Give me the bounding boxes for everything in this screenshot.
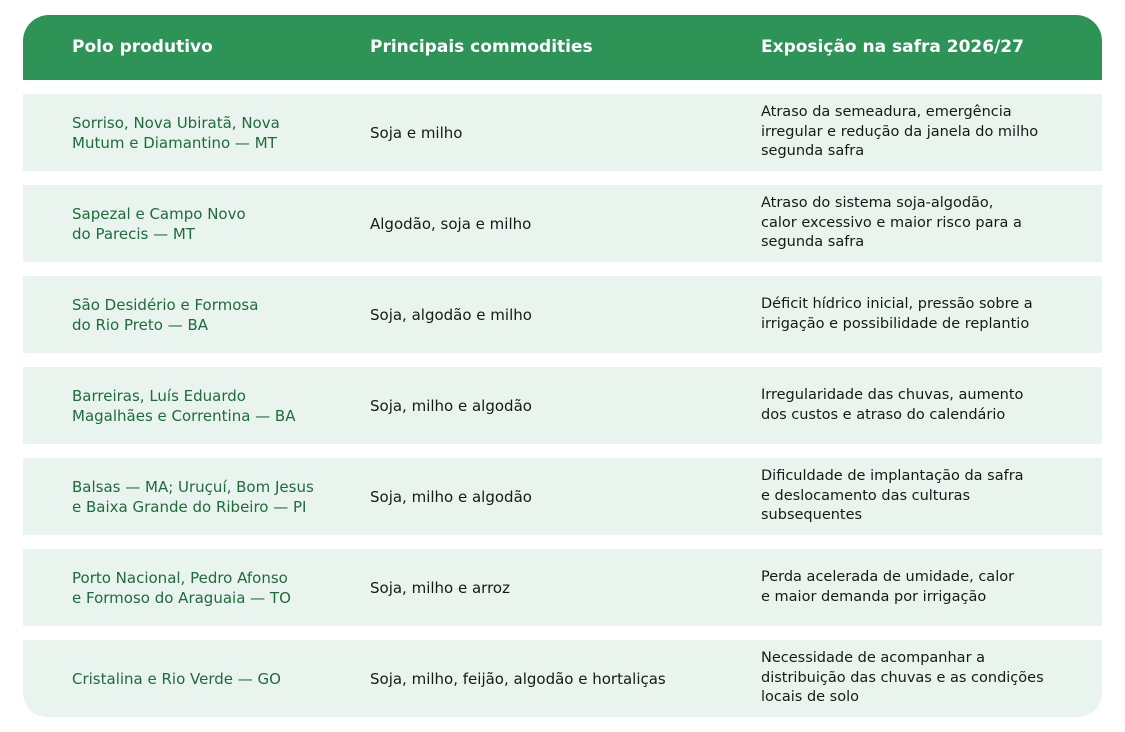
commodities-cell: Soja, milho e arroz: [370, 578, 510, 597]
polo-cell: Porto Nacional, Pedro Afonso e Formoso do Araguaia — TO: [72, 568, 291, 607]
table-row: [23, 367, 1102, 444]
header-principais-commodities: Principais commodities: [370, 37, 593, 57]
polo-cell: Sorriso, Nova Ubiratã, Nova Mutum e Diamantino — MT: [72, 113, 280, 152]
table-row: [23, 549, 1102, 626]
commodities-cell: Soja, milho e algodão: [370, 396, 532, 415]
exposure-cell: Atraso da semeadura, emergência irregular e redução da janela do milho segunda safra: [761, 104, 1039, 160]
polo-cell: Sapezal e Campo Novo do Parecis — MT: [72, 204, 246, 243]
exposure-cell: Irregularidade das chuvas, aumento dos custos e atraso do calendário: [761, 387, 1024, 423]
header-exposicao-safra: Exposição na safra 2026/27: [761, 37, 1024, 57]
table-header: [23, 15, 1102, 80]
table-row: [23, 276, 1102, 353]
commodities-cell: Soja, milho e algodão: [370, 487, 532, 506]
table-row: [23, 94, 1102, 171]
commodities-cell: Algodão, soja e milho: [370, 214, 532, 233]
polo-cell: Cristalina e Rio Verde — GO: [72, 669, 281, 688]
polo-cell: São Desidério e Formosa do Rio Preto — BA: [72, 295, 259, 334]
commodities-cell: Soja, algodão e milho: [370, 305, 532, 324]
header-polo-produtivo: Polo produtivo: [72, 37, 213, 57]
exposure-cell: Necessidade de acompanhar a distribuição das chuvas e as condições locais de solo: [761, 650, 1044, 706]
exposure-cell: Dificuldade de implantação da safra e deslocamento das culturas subsequentes: [761, 468, 1024, 524]
commodities-cell: Soja, milho, feijão, algodão e hortaliças: [370, 669, 666, 688]
polo-cell: Balsas — MA; Uruçuí, Bom Jesus e Baixa Grande do Ribeiro — PI: [72, 477, 314, 516]
exposure-cell: Perda acelerada de umidade, calor e maior demanda por irrigação: [761, 569, 1015, 605]
polo-cell: Barreiras, Luís Eduardo Magalhães e Correntina — BA: [72, 386, 296, 425]
exposure-cell: Déficit hídrico inicial, pressão sobre a irrigação e possibilidade de replantio: [761, 296, 1033, 332]
commodities-cell: Soja e milho: [370, 123, 463, 142]
table-row: [23, 458, 1102, 535]
table-row: [23, 185, 1102, 262]
commodities-exposure-table: [23, 15, 1102, 706]
exposure-cell: Atraso do sistema soja-algodão, calor excessivo e maior risco para a segunda safra: [761, 195, 1022, 251]
table-row: [23, 640, 1102, 717]
